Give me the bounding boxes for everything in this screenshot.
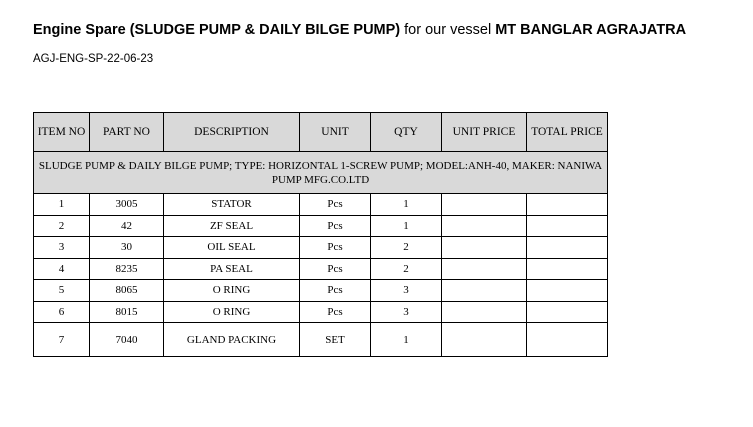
cell-description: O RING (164, 280, 300, 302)
col-header-part-no: PART NO (90, 113, 164, 152)
cell-unit: Pcs (300, 194, 371, 216)
cell-description: GLAND PACKING (164, 323, 300, 357)
cell-unit-price (442, 323, 527, 357)
table-row (34, 237, 608, 259)
cell-unit-price (442, 215, 527, 237)
cell-description: PA SEAL (164, 258, 300, 280)
cell-description: OIL SEAL (164, 237, 300, 259)
group-label: SLUDGE PUMP & DAILY BILGE PUMP; TYPE: HORIZONTAL 1-SCREW PUMP; MODEL:ANH-40, MAKER: NANIWA PUMP MFG.CO.LTD (34, 152, 608, 194)
cell-unit-price (442, 258, 527, 280)
col-header-total-price: TOTAL PRICE (527, 113, 608, 152)
table-row (34, 323, 608, 357)
cell-unit-price (442, 194, 527, 216)
cell-unit: SET (300, 323, 371, 357)
cell-unit-price (442, 237, 527, 259)
cell-unit: Pcs (300, 301, 371, 323)
cell-description: O RING (164, 301, 300, 323)
title-connector: for our vessel (400, 22, 496, 38)
cell-total-price (527, 323, 608, 357)
cell-item-no: 5 (34, 280, 90, 302)
cell-qty: 3 (371, 301, 442, 323)
cell-item-no: 1 (34, 194, 90, 216)
cell-part-no: 7040 (90, 323, 164, 357)
cell-total-price (527, 258, 608, 280)
cell-part-no: 3005 (90, 194, 164, 216)
table-row (34, 258, 608, 280)
cell-item-no: 3 (34, 237, 90, 259)
group-header-row (34, 152, 608, 194)
spares-table (33, 112, 608, 357)
cell-unit: Pcs (300, 215, 371, 237)
title-subject: Engine Spare (SLUDGE PUMP & DAILY BILGE PUMP) (33, 22, 401, 38)
cell-total-price (527, 280, 608, 302)
col-header-description: DESCRIPTION (164, 113, 300, 152)
cell-qty: 2 (371, 258, 442, 280)
cell-unit: Pcs (300, 237, 371, 259)
document-title (33, 22, 686, 38)
cell-item-no: 6 (34, 301, 90, 323)
cell-part-no: 30 (90, 237, 164, 259)
cell-part-no: 8065 (90, 280, 164, 302)
cell-unit: Pcs (300, 280, 371, 302)
cell-qty: 1 (371, 215, 442, 237)
cell-qty: 1 (371, 194, 442, 216)
cell-part-no: 8235 (90, 258, 164, 280)
cell-item-no: 4 (34, 258, 90, 280)
cell-total-price (527, 237, 608, 259)
cell-item-no: 2 (34, 215, 90, 237)
table-row (34, 301, 608, 323)
cell-total-price (527, 194, 608, 216)
cell-unit-price (442, 280, 527, 302)
table-row (34, 194, 608, 216)
table-row (34, 280, 608, 302)
cell-qty: 2 (371, 237, 442, 259)
cell-qty: 3 (371, 280, 442, 302)
col-header-unit-price: UNIT PRICE (442, 113, 527, 152)
cell-description: ZF SEAL (164, 215, 300, 237)
table-row (34, 215, 608, 237)
table-header-row (34, 113, 608, 152)
cell-part-no: 8015 (90, 301, 164, 323)
col-header-item-no: ITEM NO (34, 113, 90, 152)
reference-number: AGJ-ENG-SP-22-06-23 (33, 53, 154, 65)
cell-unit: Pcs (300, 258, 371, 280)
cell-part-no: 42 (90, 215, 164, 237)
col-header-qty: QTY (371, 113, 442, 152)
cell-qty: 1 (371, 323, 442, 357)
cell-total-price (527, 215, 608, 237)
cell-total-price (527, 301, 608, 323)
vessel-name: MT BANGLAR AGRAJATRA (495, 22, 687, 38)
cell-item-no: 7 (34, 323, 90, 357)
cell-unit-price (442, 301, 527, 323)
cell-description: STATOR (164, 194, 300, 216)
col-header-unit: UNIT (300, 113, 371, 152)
